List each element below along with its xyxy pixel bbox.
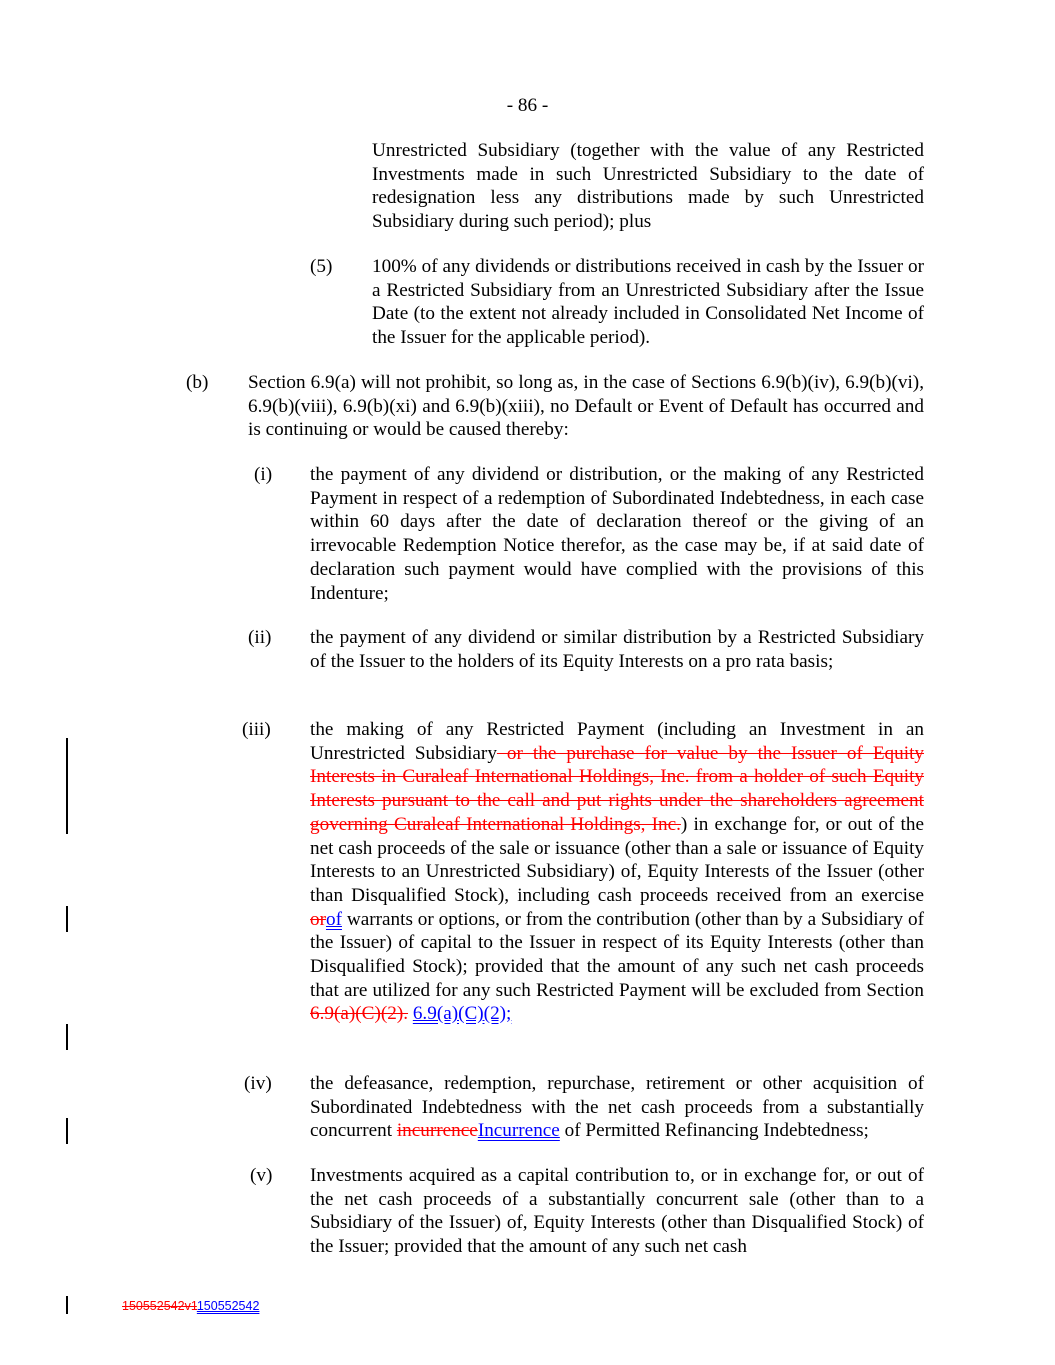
item-5-text: 100% of any dividends or distributions received in cash by the Issuer or a Restricted Subsidiary from an Unrestricted Subsidiary after the Issue Date (to the extent not already included in Consolidated Net Income of the Issuer for the applicable period). <box>372 256 924 349</box>
item-i-text: the payment of any dividend or distribution, or the making of any Restricted Payment in respect of a redemption of Subordinated Indebtedness, in each case within 60 days after the date of declaration thereof or the giving of an irrevocable Redemption Notice therefor, as the case may be, if at said date of declaration such payment would have complied with the provisions of this Indenture; <box>310 464 924 604</box>
change-bar <box>66 906 68 932</box>
section-b-text: Section 6.9(a) will not prohibit, so long as, in the case of Sections 6.9(b)(iv), 6.9(b)(vi), 6.9(b)(viii), 6.9(b)(xi) and 6.9(b)(xiii), no Default or Event of Default has occurred and is continuing or would be caused thereby: <box>248 372 924 441</box>
insertion-section-ref: 6.9(a)(C)(2); <box>412 1003 512 1025</box>
change-bar <box>66 738 68 834</box>
continuation-paragraph: Unrestricted Subsidiary (together with the value of any Restricted Investments made in such Unrestricted Subsidiary to the date of redesignation less any distributions made by such Unrestricted Subsidiary during such period); plus <box>372 140 924 233</box>
insertion-incurrence: Incurrence <box>477 1120 560 1142</box>
deletion-incurrence: incurrence <box>396 1120 478 1142</box>
item-ii-text: the payment of any dividend or similar distribution by a Restricted Subsidiary of the Issuer to the holders of its Equity Interests on a pro rata basis; <box>310 627 924 672</box>
footer-inserted-id: 150552542 <box>196 1299 260 1313</box>
section-b-label: (b) <box>186 372 209 393</box>
deletion-section-ref: 6.9(a)(C)(2). <box>310 1003 409 1025</box>
item-i-label: (i) <box>254 464 273 485</box>
change-bar <box>66 1024 68 1050</box>
item-iv-label: (iv) <box>244 1073 272 1094</box>
item-v-text: Investments acquired as a capital contribution to, or in exchange for, or out of the net cash proceeds of a substantially concurrent sale (other than to a Subsidiary of the Issuer) of, Equity Interests (other than Disqualified Stock) of the Issuer; provided that the amount of any such net cash <box>310 1165 924 1258</box>
item-iv-paragraph <box>310 1072 924 1143</box>
item-5-label: (5) <box>310 256 333 277</box>
item-iii-label: (iii) <box>242 719 271 740</box>
deletion-or: or <box>310 908 326 930</box>
deletion-curaleaf-clause: or the purchase for value by the Issuer of Equity Interests in Curaleaf International Holdings, Inc. from a holder of such Equity Interests pursuant to the call and put rights under the shareholders agreement governing Curaleaf International Holdings, Inc. <box>310 742 924 835</box>
insertion-of: of <box>325 908 342 930</box>
change-bar <box>66 1118 68 1144</box>
footer-document-id <box>122 1298 259 1314</box>
item-iv-text-2: of Permitted Refinancing Indebtedness; <box>559 1120 869 1142</box>
change-bar <box>66 1296 68 1314</box>
page-number: - 86 - <box>506 95 549 116</box>
item-v-label: (v) <box>250 1165 273 1186</box>
item-iii-text-2: ) in exchange for, or out of the net cash proceeds of the sale or issuance (other than a sale or issuance of Equity Interests to an Unrestricted Subsidiary) of, Equity Interests of the Issuer (other than Disqualified Stock), including cash proceeds received from an exercise <box>310 813 924 906</box>
item-iii-paragraph <box>310 718 924 1026</box>
item-iii-text-3: warrants or options, or from the contribution (other than by a Subsidiary of the Issuer) of capital to the Issuer in respect of its Equity Interests (other than Disqualified Stock); provided that the amount of any such net cash proceeds that are utilized for any such Restricted Payment will be excluded from Section <box>310 908 924 1001</box>
item-iv-text-1: the defeasance, redemption, repurchase, retirement or other acquisition of Subordinated Indebtedness with the net cash proceeds from a substantially concurrent <box>310 1073 924 1142</box>
footer-deleted-id: 150552542v1 <box>122 1299 197 1313</box>
item-ii-label: (ii) <box>248 627 272 648</box>
item-iii-text-1: the making of any Restricted Payment (including an Investment in an Unrestricted Subsidiary <box>310 719 924 764</box>
